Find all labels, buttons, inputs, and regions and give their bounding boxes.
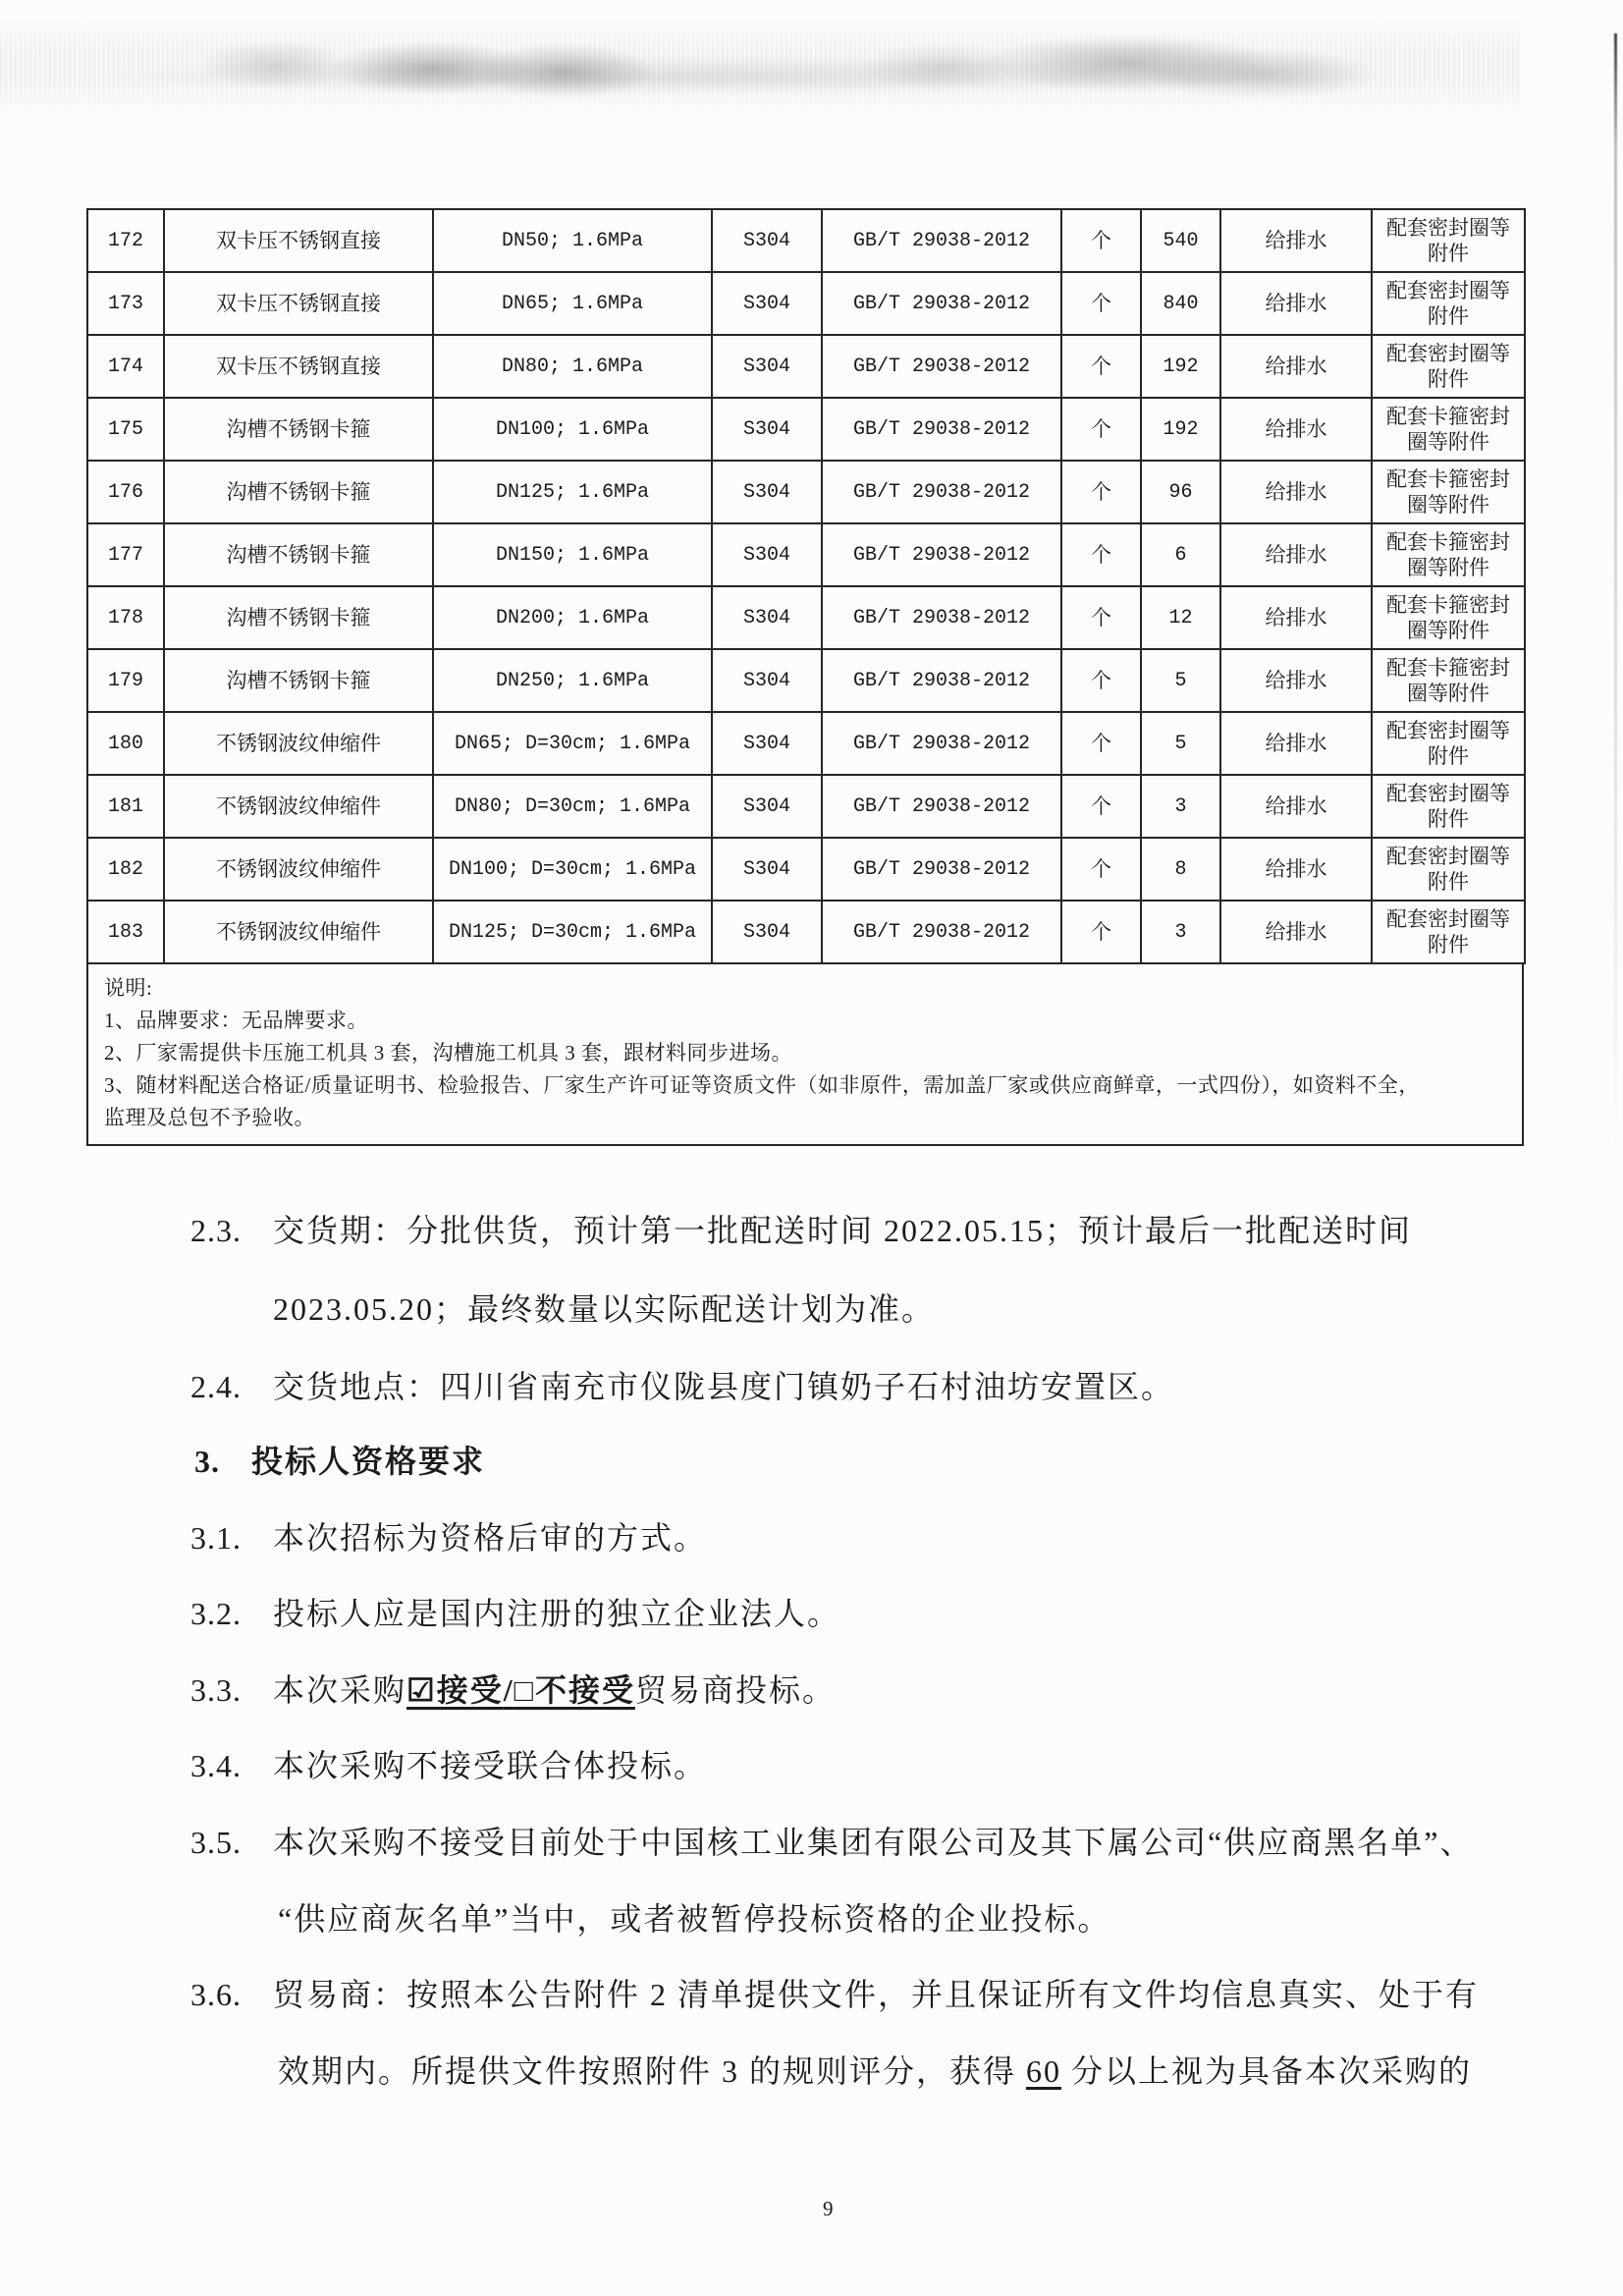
cell-qty: 5 [1141, 649, 1220, 712]
clause-3-1-line [190, 1513, 707, 1558]
clause-3-5-line-1 [190, 1818, 1473, 1863]
cell-qty: 3 [1141, 901, 1220, 963]
cell-note: 配套密封圈等附件 [1372, 712, 1525, 775]
cell-standard: GB/T 29038-2012 [822, 272, 1061, 335]
cell-spec: DN250; 1.6MPa [433, 649, 712, 712]
cell-name: 沟槽不锈钢卡箍 [164, 649, 433, 712]
table-row [87, 712, 1525, 775]
cell-material: S304 [712, 586, 822, 649]
cell-unit: 个 [1061, 712, 1141, 775]
clause-3-1-text: 本次招标为资格后审的方式。 [273, 1520, 708, 1556]
cell-name: 不锈钢波纹伸缩件 [164, 901, 433, 963]
cell-name: 沟槽不锈钢卡箍 [164, 523, 433, 586]
cell-usage: 给排水 [1220, 712, 1372, 775]
clause-3-2-line [190, 1589, 840, 1634]
cell-qty: 192 [1141, 335, 1220, 398]
cell-qty: 5 [1141, 712, 1220, 775]
cell-unit: 个 [1061, 209, 1141, 272]
cell-note: 配套卡箍密封圈等附件 [1372, 461, 1525, 523]
table-row [87, 775, 1525, 838]
section-3-title: 投标人资格要求 [251, 1444, 486, 1479]
cell-material: S304 [712, 712, 822, 775]
note-item-3: 3、随材料配送合格证/质量证明书、检验报告、厂家生产许可证等资质文件（如非原件，需加盖厂家或供应商鲜章，一式四份），如资料不全，监理及总包不予验收。 [104, 1073, 1420, 1129]
clause-3-6-line-1 [190, 1970, 1479, 2015]
clause-3-2-text: 投标人应是国内注册的独立企业法人。 [273, 1596, 841, 1631]
table-row [87, 649, 1525, 712]
cell-unit: 个 [1061, 649, 1141, 712]
cell-note: 配套密封圈等附件 [1372, 838, 1525, 901]
cell-standard: GB/T 29038-2012 [822, 712, 1061, 775]
clause-3-6-text-2b: 分以上视为具备本次采购的 [1061, 2053, 1473, 2089]
cell-name: 沟槽不锈钢卡箍 [164, 398, 433, 461]
clause-3-5-text-1: 本次采购不接受目前处于中国核工业集团有限公司及其下属公司“供应商黑名单”、 [273, 1825, 1474, 1860]
cell-qty: 12 [1141, 586, 1220, 649]
cell-index: 180 [87, 712, 164, 775]
clause-3-4-number: 3.4. [190, 1748, 242, 1783]
cell-note: 配套卡箍密封圈等附件 [1372, 586, 1525, 649]
cell-standard: GB/T 29038-2012 [822, 398, 1061, 461]
cell-qty: 6 [1141, 523, 1220, 586]
cell-index: 182 [87, 838, 164, 901]
cell-qty: 192 [1141, 398, 1220, 461]
cell-usage: 给排水 [1220, 586, 1372, 649]
clause-3-6-number: 3.6. [190, 1977, 242, 2012]
cell-index: 178 [87, 586, 164, 649]
cell-material: S304 [712, 335, 822, 398]
materials-table-section [86, 208, 1524, 1146]
cell-qty: 840 [1141, 272, 1220, 335]
cell-usage: 给排水 [1220, 901, 1372, 963]
cell-note: 配套密封圈等附件 [1372, 901, 1525, 963]
materials-table-body [87, 209, 1525, 963]
cell-standard: GB/T 29038-2012 [822, 523, 1061, 586]
clause-3-5-number: 3.5. [190, 1825, 242, 1860]
note-item-2: 2、厂家需提供卡压施工机具 3 套，沟槽施工机具 3 套，跟材料同步进场。 [104, 1041, 792, 1065]
cell-material: S304 [712, 272, 822, 335]
cell-spec: DN80; 1.6MPa [433, 335, 712, 398]
reject-unchecked-option: □不接受 [514, 1672, 635, 1708]
clause-3-3-number: 3.3. [190, 1672, 242, 1708]
cell-name: 不锈钢波纹伸缩件 [164, 838, 433, 901]
cell-usage: 给排水 [1220, 461, 1372, 523]
cell-unit: 个 [1061, 461, 1141, 523]
cell-material: S304 [712, 523, 822, 586]
cell-name: 不锈钢波纹伸缩件 [164, 775, 433, 838]
cell-index: 179 [87, 649, 164, 712]
cell-index: 176 [87, 461, 164, 523]
cell-unit: 个 [1061, 335, 1141, 398]
cell-standard: GB/T 29038-2012 [822, 649, 1061, 712]
cell-qty: 96 [1141, 461, 1220, 523]
cell-usage: 给排水 [1220, 209, 1372, 272]
table-row [87, 398, 1525, 461]
cell-name: 沟槽不锈钢卡箍 [164, 586, 433, 649]
cell-unit: 个 [1061, 398, 1141, 461]
cell-material: S304 [712, 775, 822, 838]
clause-2-4-text: 交货地点：四川省南充市仪陇县度门镇奶子石村油坊安置区。 [273, 1369, 1175, 1404]
table-row [87, 586, 1525, 649]
cell-standard: GB/T 29038-2012 [822, 775, 1061, 838]
clause-2-3-text-2: 2023.05.20；最终数量以实际配送计划为准。 [273, 1291, 936, 1327]
cell-usage: 给排水 [1220, 838, 1372, 901]
cell-name: 不锈钢波纹伸缩件 [164, 712, 433, 775]
cell-usage: 给排水 [1220, 272, 1372, 335]
cell-note: 配套卡箍密封圈等附件 [1372, 523, 1525, 586]
cell-usage: 给排水 [1220, 335, 1372, 398]
cell-unit: 个 [1061, 838, 1141, 901]
clause-3-3-suffix: 贸易商投标。 [634, 1672, 836, 1708]
cell-spec: DN50; 1.6MPa [433, 209, 712, 272]
cell-standard: GB/T 29038-2012 [822, 461, 1061, 523]
cell-usage: 给排水 [1220, 523, 1372, 586]
cell-index: 175 [87, 398, 164, 461]
cell-qty: 3 [1141, 775, 1220, 838]
clause-3-3-line [190, 1666, 836, 1711]
cell-index: 173 [87, 272, 164, 335]
cell-index: 174 [87, 335, 164, 398]
cell-material: S304 [712, 649, 822, 712]
cell-note: 配套密封圈等附件 [1372, 272, 1525, 335]
clause-2-3-text-1: 交货期：分批供货，预计第一批配送时间 2022.05.15；预计最后一批配送时间 [273, 1213, 1413, 1248]
cell-spec: DN80; D=30cm; 1.6MPa [433, 775, 712, 838]
cell-spec: DN100; 1.6MPa [433, 398, 712, 461]
accept-checked-option: ☑接受 [406, 1672, 504, 1708]
cell-usage: 给排水 [1220, 398, 1372, 461]
cell-index: 177 [87, 523, 164, 586]
table-row [87, 209, 1525, 272]
table-row [87, 335, 1525, 398]
cell-material: S304 [712, 461, 822, 523]
cell-usage: 给排水 [1220, 649, 1372, 712]
clause-3-4-text: 本次采购不接受联合体投标。 [273, 1748, 708, 1783]
cell-material: S304 [712, 838, 822, 901]
cell-name: 双卡压不锈钢直接 [164, 272, 433, 335]
table-row [87, 901, 1525, 963]
cell-unit: 个 [1061, 586, 1141, 649]
cell-qty: 540 [1141, 209, 1220, 272]
option-slash: / [503, 1672, 514, 1708]
cell-material: S304 [712, 901, 822, 963]
cell-spec: DN65; 1.6MPa [433, 272, 712, 335]
cell-note: 配套密封圈等附件 [1372, 209, 1525, 272]
cell-spec: DN100; D=30cm; 1.6MPa [433, 838, 712, 901]
cell-qty: 8 [1141, 838, 1220, 901]
clause-3-3-choices [406, 1672, 635, 1708]
cell-spec: DN200; 1.6MPa [433, 586, 712, 649]
clause-3-2-number: 3.2. [190, 1596, 242, 1631]
notes-title: 说明: [104, 976, 153, 1000]
table-notes-box [86, 964, 1524, 1146]
cell-standard: GB/T 29038-2012 [822, 901, 1061, 963]
cell-standard: GB/T 29038-2012 [822, 335, 1061, 398]
cell-name: 双卡压不锈钢直接 [164, 335, 433, 398]
cell-unit: 个 [1061, 523, 1141, 586]
clause-2-4-line [190, 1362, 1174, 1407]
clause-2-3-number: 2.3. [190, 1213, 242, 1248]
cell-index: 183 [87, 901, 164, 963]
cell-spec: DN150; 1.6MPa [433, 523, 712, 586]
section-3-number: 3. [194, 1444, 220, 1479]
materials-spec-table [86, 208, 1526, 964]
page-number: 9 [823, 2197, 834, 2220]
cell-standard: GB/T 29038-2012 [822, 209, 1061, 272]
cell-spec: DN65; D=30cm; 1.6MPa [433, 712, 712, 775]
clause-2-3-line-1 [190, 1206, 1412, 1251]
clause-3-1-number: 3.1. [190, 1520, 242, 1556]
table-row [87, 461, 1525, 523]
cell-index: 181 [87, 775, 164, 838]
cell-unit: 个 [1061, 775, 1141, 838]
clause-3-6-text-2a: 效期内。所提供文件按照附件 3 的规则评分，获得 [278, 2053, 1027, 2089]
table-row [87, 838, 1525, 901]
cell-standard: GB/T 29038-2012 [822, 838, 1061, 901]
table-row [87, 523, 1525, 586]
clause-3-5-line-2 [278, 1894, 1110, 1940]
table-row [87, 272, 1525, 335]
note-item-1: 1、品牌要求：无品牌要求。 [104, 1009, 368, 1032]
clause-2-3-line-2 [273, 1285, 935, 1330]
scan-noise-band [0, 20, 1520, 114]
cell-name: 双卡压不锈钢直接 [164, 209, 433, 272]
clause-3-6-line-2 [278, 2047, 1472, 2092]
cell-spec: DN125; D=30cm; 1.6MPa [433, 901, 712, 963]
clause-3-3-prefix: 本次采购 [273, 1672, 407, 1708]
cell-material: S304 [712, 398, 822, 461]
cell-material: S304 [712, 209, 822, 272]
score-threshold: 60 [1026, 2053, 1062, 2089]
cell-standard: GB/T 29038-2012 [822, 586, 1061, 649]
cell-note: 配套密封圈等附件 [1372, 775, 1525, 838]
cell-note: 配套密封圈等附件 [1372, 335, 1525, 398]
cell-index: 172 [87, 209, 164, 272]
section-3-heading [194, 1437, 485, 1482]
cell-name: 沟槽不锈钢卡箍 [164, 461, 433, 523]
cell-note: 配套卡箍密封圈等附件 [1372, 649, 1525, 712]
clause-3-5-text-2: “供应商灰名单”当中，或者被暂停投标资格的企业投标。 [278, 1901, 1111, 1937]
clause-3-4-line [190, 1741, 707, 1786]
clause-2-4-number: 2.4. [190, 1369, 242, 1404]
cell-unit: 个 [1061, 901, 1141, 963]
cell-usage: 给排水 [1220, 775, 1372, 838]
scan-edge-line [1614, 33, 1617, 1173]
cell-note: 配套卡箍密封圈等附件 [1372, 398, 1525, 461]
cell-unit: 个 [1061, 272, 1141, 335]
clause-3-6-text-1: 贸易商：按照本公告附件 2 清单提供文件，并且保证所有文件均信息真实、处于有 [273, 1977, 1480, 2012]
cell-spec: DN125; 1.6MPa [433, 461, 712, 523]
